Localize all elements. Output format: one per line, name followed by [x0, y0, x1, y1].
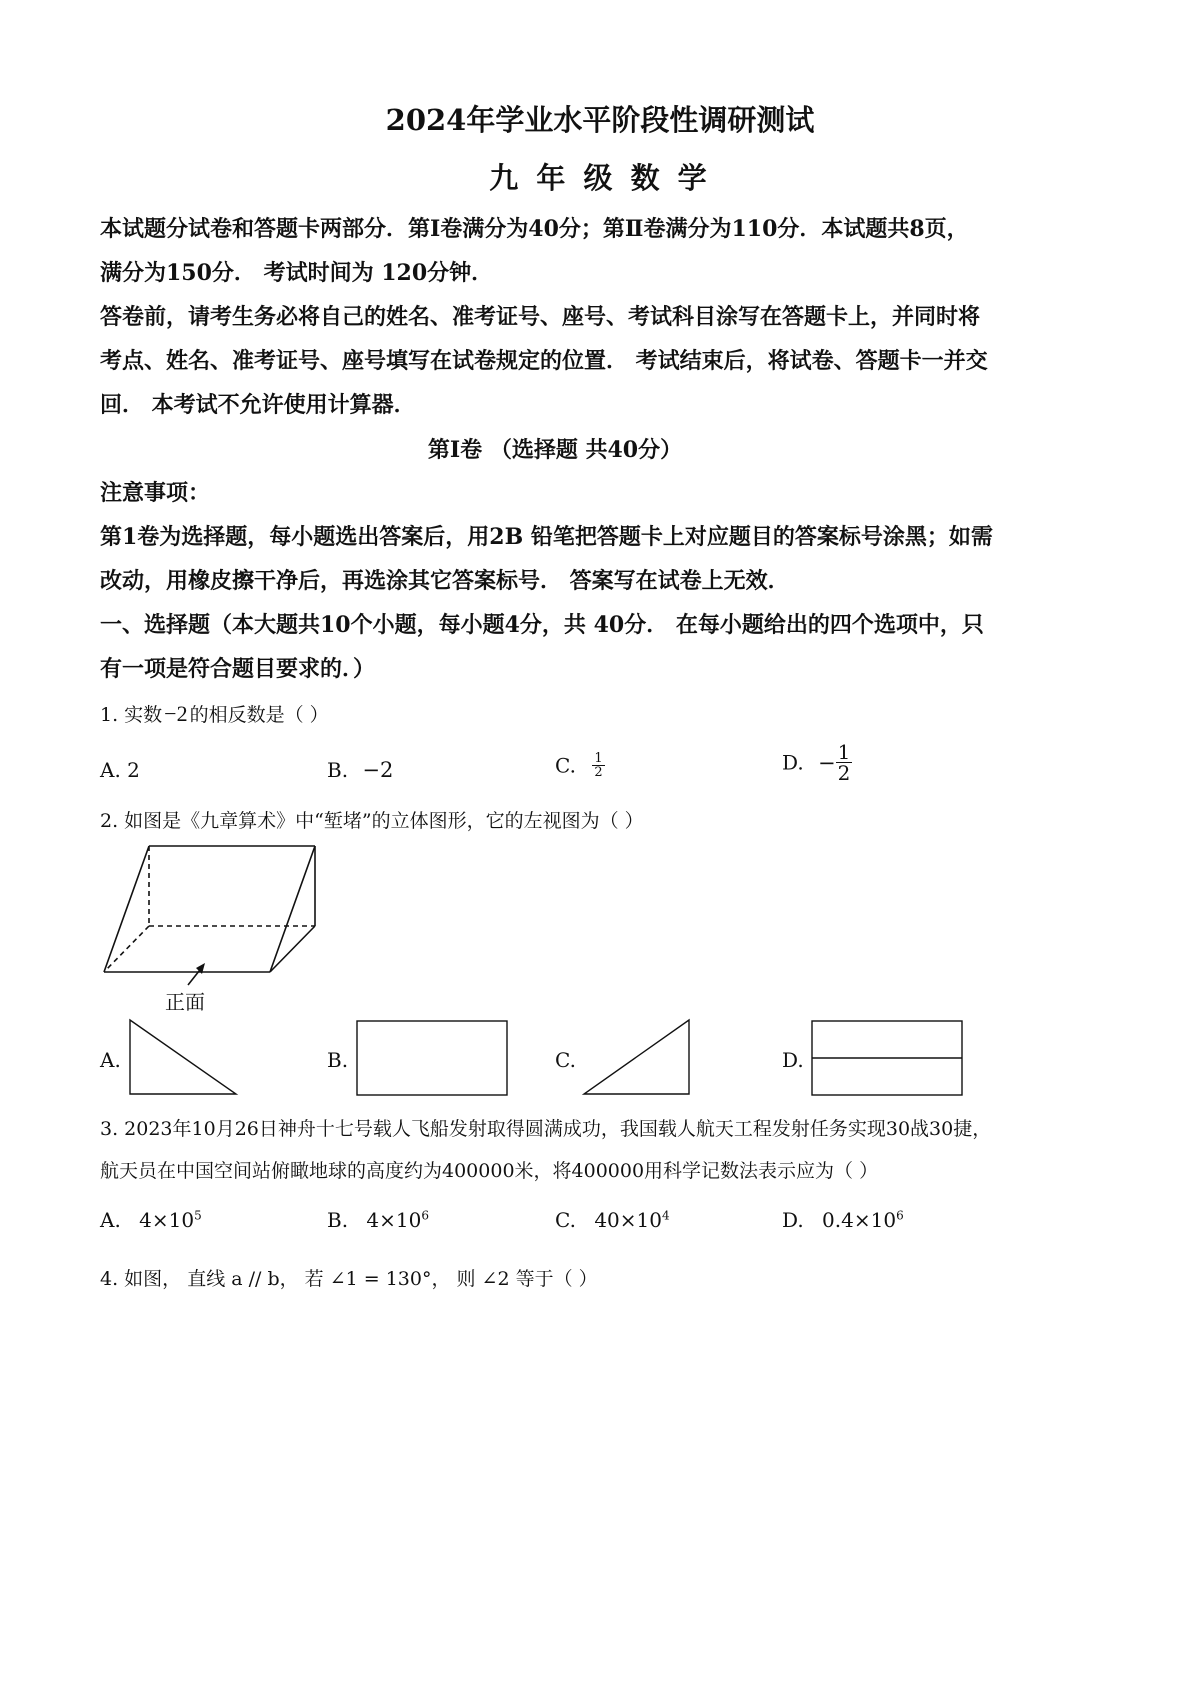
q3-option-a[interactable] — [100, 1208, 202, 1232]
front-face-label: 正面 — [165, 990, 205, 1014]
q3-option-b[interactable] — [327, 1208, 429, 1232]
question-4-stem: 4. 如图， 直线 a // b， 若 ∠1 = 130°， 则 ∠2 等于（ ） — [100, 1268, 598, 1290]
q3-option-b-base: 4×10 — [366, 1208, 422, 1232]
q3-option-c-base: 40×10 — [594, 1208, 662, 1232]
q3-option-a-label: A. — [100, 1208, 121, 1232]
q3-option-a-exp: 5 — [194, 1208, 202, 1223]
q3-option-d-base: 0.4×10 — [822, 1208, 897, 1232]
q3-option-b-label: B. — [327, 1208, 349, 1232]
instructions-line-3: 答卷前，请考生务必将自己的姓名、准考证号、座号、考试科目涂写在答题卡上，并同时将 — [100, 304, 981, 330]
instructions-line-1: 本试题分试卷和答题卡两部分．第Ⅰ卷满分为40分；第Ⅱ卷满分为110分．本试题共8页， — [100, 216, 969, 242]
q2-option-b-label[interactable]: B. — [327, 1048, 349, 1072]
q1-stem-value: −2 — [164, 701, 188, 726]
notes-line-2: 改动，用橡皮擦干净后，再选涂其它答案标号． 答案写在试卷上无效． — [100, 568, 790, 594]
exam-subtitle: 九 年 级 数 学 — [489, 161, 711, 195]
notes-line-1: 第1卷为选择题，每小题选出答案后，用2B 铅笔把答题卡上对应题目的答案标号涂黑；如需 — [100, 524, 993, 550]
q3-option-c-label: C. — [555, 1208, 576, 1232]
q1-stem-suffix: 的相反数是（ ） — [189, 704, 329, 726]
q1-option-b-label: B. — [327, 758, 349, 782]
q3-option-d-exp: 6 — [896, 1208, 904, 1223]
q1-stem-prefix: 1. 实数 — [100, 704, 163, 726]
q1-option-d-denominator: 2 — [837, 761, 851, 785]
q1-option-c-denominator: 2 — [594, 765, 603, 780]
question-3-stem-line-1: 3. 2023年10月26日神舟十七号载人飞船发射取得圆满成功，我国载人航天工程发射任务实现30战30捷， — [100, 1118, 992, 1140]
q3-option-c-exp: 4 — [661, 1208, 670, 1223]
instructions-line-5: 回． 本考试不允许使用计算器． — [100, 392, 416, 418]
q1-option-d-numerator: 1 — [837, 740, 851, 764]
q3-option-d-label: D. — [782, 1208, 804, 1232]
q1-option-d-label: D. — [782, 750, 804, 775]
q2-option-c-label[interactable]: C. — [555, 1048, 576, 1072]
instructions-line-2: 满分为150分． 考试时间为 120分钟． — [100, 260, 494, 286]
q2-option-d-label[interactable]: D. — [782, 1048, 804, 1072]
q2-option-a-label[interactable]: A. — [100, 1048, 121, 1072]
q3-option-a-base: 4×10 — [139, 1208, 195, 1232]
q1-option-c-label: C. — [555, 753, 576, 778]
exam-title: 2024年学业水平阶段性调研测试 — [385, 103, 815, 137]
q1-option-c-numerator: 1 — [594, 751, 603, 766]
question-2-stem: 2. 如图是《九章算术》中“堑堵”的立体图形，它的左视图为（ ） — [100, 810, 644, 832]
notes-title: 注意事项： — [100, 480, 211, 506]
q1-option-d-sign: − — [818, 750, 836, 775]
q3-option-d[interactable] — [782, 1208, 904, 1232]
question-3-stem-line-2: 航天员在中国空间站俯瞰地球的高度约为400000米，将400000用科学记数法表示应为（ ） — [100, 1160, 879, 1182]
q3-option-c[interactable] — [555, 1208, 670, 1232]
q3-option-b-exp: 6 — [421, 1208, 429, 1223]
q1-option-b-value: −2 — [362, 758, 394, 782]
q1-option-a[interactable]: A. 2 — [100, 758, 140, 782]
part-heading-line-2: 有一项是符合题目要求的．） — [100, 656, 376, 682]
instructions-line-4: 考点、姓名、准考证号、座号填写在试卷规定的位置． 考试结束后，将试卷、答题卡一并交 — [100, 348, 988, 374]
part-heading-line-1: 一、选择题（本大题共10个小题，每小题4分，共 40分． 在每小题给出的四个选项中，只 — [100, 612, 984, 638]
section-heading: 第Ⅰ卷 （选择题 共40分） — [427, 437, 683, 463]
